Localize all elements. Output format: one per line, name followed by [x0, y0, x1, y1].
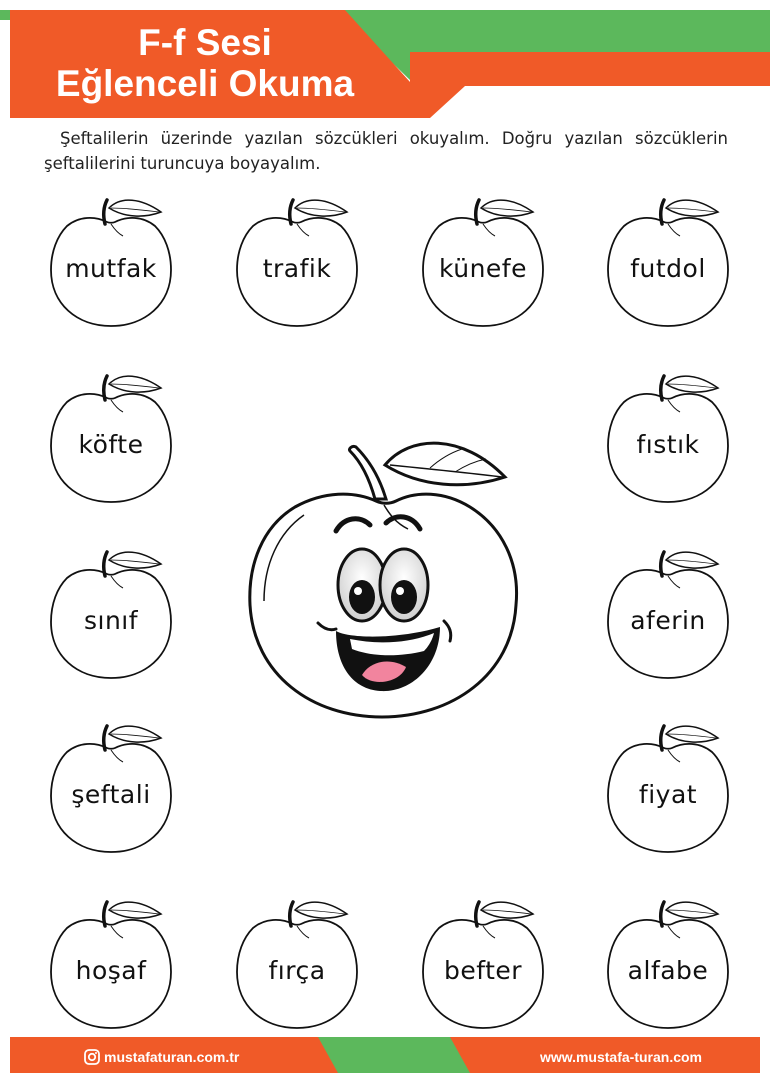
- peach-word: sınıf: [83, 606, 139, 635]
- peach-word: fırça: [268, 956, 326, 985]
- peach-card[interactable]: [49, 372, 173, 504]
- peach-card[interactable]: [49, 722, 173, 854]
- smiling-peach-icon: [240, 435, 530, 720]
- peach-card[interactable]: [606, 372, 730, 504]
- peach-word: fıstık: [636, 430, 700, 459]
- peach-card[interactable]: [421, 196, 545, 328]
- peach-word: künefe: [439, 254, 527, 283]
- peach-card[interactable]: [49, 196, 173, 328]
- peach-card[interactable]: [606, 722, 730, 854]
- instructions-text: Şeftalilerin üzerinde yazılan sözcükleri okuyalım. Doğru yazılan sözcüklerin şeftalilerini turuncuya boyayalım.: [44, 129, 728, 173]
- peach-word: futdol: [630, 254, 706, 283]
- peach-card[interactable]: [235, 196, 359, 328]
- smiling-peach-mascot: [240, 435, 530, 720]
- peach-card[interactable]: [49, 548, 173, 680]
- peach-card[interactable]: [49, 898, 173, 1030]
- peach-word: trafik: [262, 254, 332, 283]
- peach-card[interactable]: [606, 196, 730, 328]
- peach-card[interactable]: [235, 898, 359, 1030]
- peach-word: alfabe: [627, 956, 709, 985]
- peach-word: aferin: [630, 606, 706, 635]
- peach-card[interactable]: [421, 898, 545, 1030]
- peach-word: fiyat: [638, 780, 698, 809]
- header-banner: [0, 0, 770, 120]
- instagram-handle: mustafaturan.com.tr: [104, 1049, 240, 1065]
- peach-word: köfte: [78, 430, 144, 459]
- peach-card[interactable]: [606, 898, 730, 1030]
- peach-word: befter: [443, 956, 523, 985]
- peach-card[interactable]: [606, 548, 730, 680]
- footer-instagram[interactable]: [84, 1045, 239, 1069]
- title-line-1: F-f Sesi: [138, 22, 272, 63]
- footer-website-link[interactable]: www.mustafa-turan.com: [539, 1049, 702, 1065]
- page-title: [10, 22, 400, 104]
- peach-word: mutfak: [65, 254, 157, 283]
- peach-word: şeftali: [71, 780, 151, 809]
- peach-word: hoşaf: [75, 956, 147, 985]
- title-line-2: Eğlenceli Okuma: [55, 63, 355, 104]
- instagram-icon: [84, 1049, 100, 1065]
